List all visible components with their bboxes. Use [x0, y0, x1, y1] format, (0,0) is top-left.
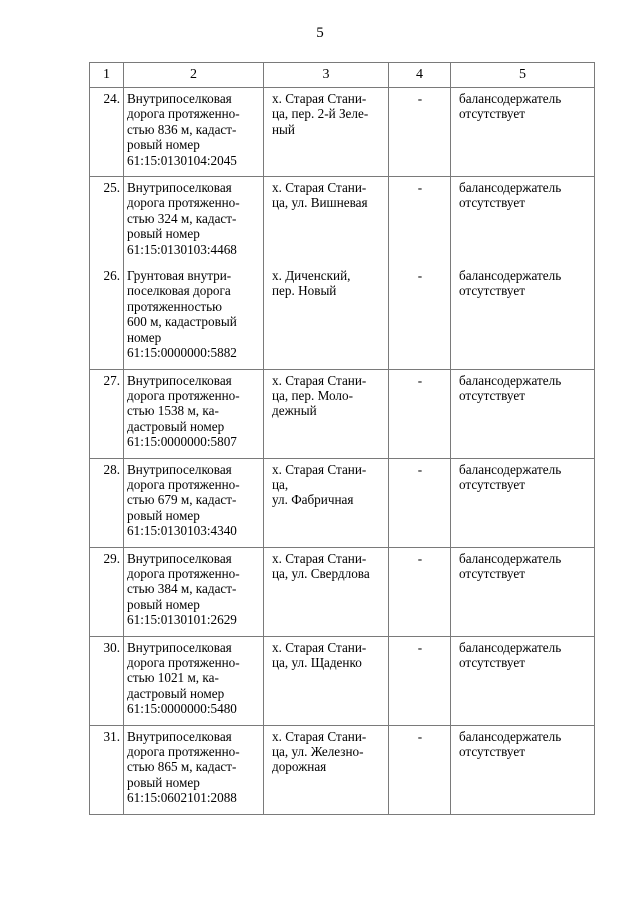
table-row	[90, 88, 595, 177]
holder-value: балансодержатель отсутствует	[459, 268, 562, 299]
col4-value: -	[417, 180, 423, 196]
header-col-1: 1	[90, 63, 124, 88]
col4-value: -	[417, 461, 423, 477]
row-number: 24.	[103, 91, 120, 106]
row-number: 25.	[103, 180, 120, 196]
address: х. Старая Стани- ца, пер. 2-й Зеле- ный	[272, 91, 369, 137]
address: х. Старая Стани- ца, ул. Свердлова	[272, 550, 370, 581]
header-col-4: 4	[389, 63, 451, 88]
holder-cell	[451, 265, 595, 369]
holder-cell	[451, 88, 595, 177]
holder-cell	[451, 547, 595, 636]
header-col-5: 5	[451, 63, 595, 88]
table-row	[90, 636, 595, 725]
object-name-cell	[124, 458, 264, 547]
row-number-cell	[90, 369, 124, 458]
col4-value: -	[417, 268, 423, 284]
holder-cell	[451, 458, 595, 547]
holder-cell	[451, 636, 595, 725]
row-number-cell	[90, 265, 124, 369]
object-name-cell	[124, 636, 264, 725]
col4-cell	[389, 88, 451, 177]
address-cell	[264, 265, 389, 369]
col4-value: -	[417, 550, 423, 566]
row-number: 28.	[103, 461, 120, 477]
object-name: Внутрипоселковая дорога протяженно- стью 836 м, кадаст- ровый номер 61:15:0130104:2045	[127, 91, 240, 168]
object-name: Внутрипоселковая дорога протяженно- стью 865 м, кадаст- ровый номер 61:15:0602101:2088	[127, 728, 240, 806]
row-number: 27.	[103, 372, 120, 388]
row-number-cell	[90, 88, 124, 177]
holder-value: балансодержатель отсутствует	[459, 550, 562, 581]
col4-value: -	[417, 639, 423, 655]
holder-value: балансодержатель отсутствует	[459, 639, 562, 670]
address-cell	[264, 88, 389, 177]
col4-cell	[389, 265, 451, 369]
holder-value: балансодержатель отсутствует	[459, 180, 562, 211]
table-row	[90, 265, 595, 369]
address: х. Старая Стани- ца, пер. Моло- дежный	[272, 372, 367, 419]
table-row	[90, 369, 595, 458]
table-row	[90, 177, 595, 266]
address-cell	[264, 547, 389, 636]
address: х. Диченский, пер. Новый	[272, 268, 351, 299]
table-row	[90, 458, 595, 547]
object-name: Внутрипоселковая дорога протяженно- стью 384 м, кадаст- ровый номер 61:15:0130101:2629	[127, 550, 240, 628]
row-number: 26.	[103, 268, 120, 284]
address-cell	[264, 725, 389, 814]
object-name-cell	[124, 88, 264, 177]
holder-cell	[451, 369, 595, 458]
holder-value: балансодержатель отсутствует	[459, 728, 562, 760]
col4-value: -	[417, 728, 423, 744]
object-name: Грунтовая внутри- поселковая дорога протяженностью 600 м, кадастровый номер 61:15:0000000:5882	[127, 268, 237, 361]
col4-value: -	[417, 372, 423, 388]
row-number: 30.	[103, 639, 120, 655]
object-name: Внутрипоселковая дорога протяженно- стью 1021 м, ка- дастровый номер 61:15:0000000:5480	[127, 639, 240, 717]
object-name-cell	[124, 369, 264, 458]
col4-cell	[389, 369, 451, 458]
row-number: 31.	[103, 728, 120, 744]
row-number-cell	[90, 725, 124, 814]
col4-cell	[389, 725, 451, 814]
object-name-cell	[124, 265, 264, 369]
table-row	[90, 547, 595, 636]
holder-cell	[451, 177, 595, 266]
col4-cell	[389, 177, 451, 266]
holder-value: балансодержатель отсутствует	[459, 461, 562, 492]
address: х. Старая Стани- ца, ул. Щаденко	[272, 639, 367, 670]
row-number-cell	[90, 547, 124, 636]
object-name: Внутрипоселковая дорога протяженно- стью 1538 м, ка- дастровый номер 61:15:0000000:5807	[127, 372, 240, 450]
address-cell	[264, 636, 389, 725]
col4-cell	[389, 547, 451, 636]
object-name-cell	[124, 547, 264, 636]
object-name: Внутрипоселковая дорога протяженно- стью 324 м, кадаст- ровый номер 61:15:0130103:4468	[127, 180, 240, 257]
address: х. Старая Стани- ца, ул. Вишневая	[272, 180, 368, 211]
registry-table	[89, 62, 595, 815]
row-number-cell	[90, 177, 124, 266]
col4-cell	[389, 636, 451, 725]
header-col-2: 2	[124, 63, 264, 88]
holder-value: балансодержатель отсутствует	[459, 91, 562, 122]
address-cell	[264, 177, 389, 266]
col4-cell	[389, 458, 451, 547]
col4-value: -	[417, 91, 423, 106]
table-header-row	[90, 63, 595, 88]
table-row	[90, 725, 595, 814]
holder-cell	[451, 725, 595, 814]
object-name-cell	[124, 725, 264, 814]
object-name: Внутрипоселковая дорога протяженно- стью 679 м, кадаст- ровый номер 61:15:0130103:4340	[127, 461, 240, 539]
row-number-cell	[90, 458, 124, 547]
page-number: 5	[316, 25, 324, 41]
address: х. Старая Стани- ца, ул. Фабричная	[272, 461, 367, 508]
address-cell	[264, 458, 389, 547]
address: х. Старая Стани- ца, ул. Железно- дорожная	[272, 728, 367, 775]
holder-value: балансодержатель отсутствует	[459, 372, 562, 403]
object-name-cell	[124, 177, 264, 266]
row-number-cell	[90, 636, 124, 725]
address-cell	[264, 369, 389, 458]
header-col-3: 3	[264, 63, 389, 88]
row-number: 29.	[103, 550, 120, 566]
